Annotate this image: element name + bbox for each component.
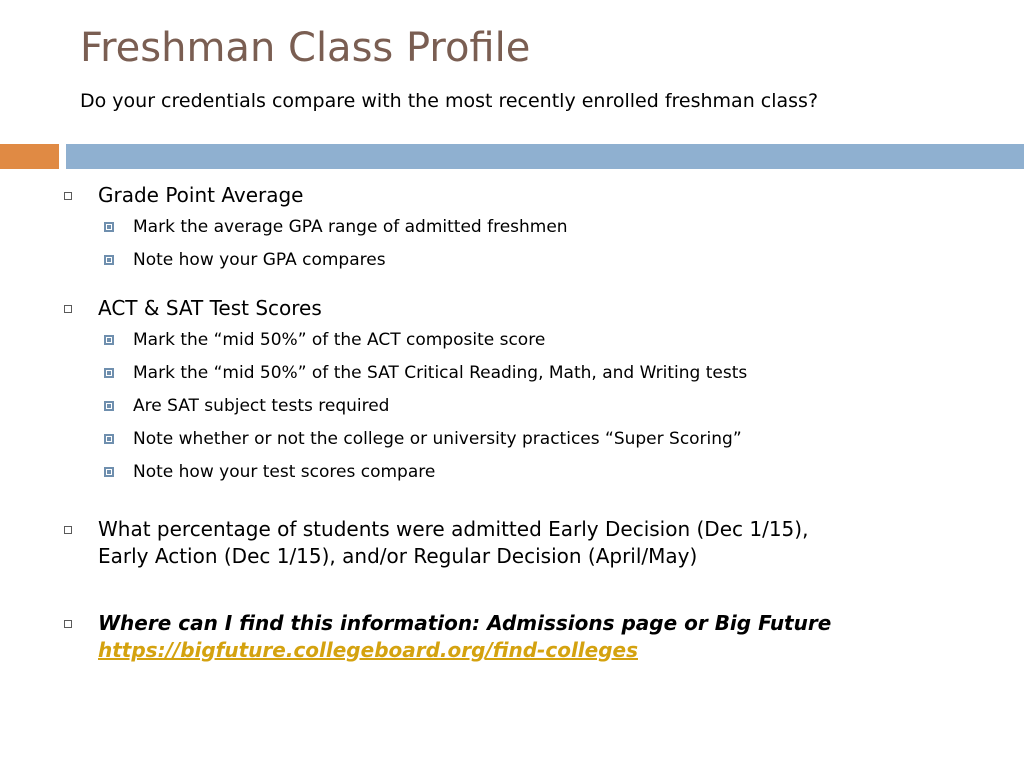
sub-bullet: [62, 248, 1002, 272]
sub-bullet-text: Note how your test scores compare: [133, 462, 436, 482]
square-bullet-icon: [104, 401, 114, 411]
bullet-where: [62, 610, 1002, 664]
sub-bullet: [62, 361, 1002, 385]
bullet-decision-line2: Early Action (Dec 1/15), and/or Regular Decision (April/May): [98, 544, 698, 568]
sub-bullet-text: Mark the “mid 50%” of the SAT Critical Reading, Math, and Writing tests: [133, 363, 748, 383]
bullet-decision-line1: What percentage of students were admitted Early Decision (Dec 1/15),: [98, 517, 809, 541]
slide-title: Freshman Class Profile: [80, 25, 531, 71]
hollow-square-bullet-icon: [64, 526, 72, 534]
bullet-gpa: [62, 182, 1002, 209]
sub-bullet: [62, 328, 1002, 352]
divider-bar: [66, 144, 1024, 169]
sub-bullet-text: Mark the average GPA range of admitted freshmen: [133, 217, 568, 237]
sub-bullet-text: Mark the “mid 50%” of the ACT composite score: [133, 330, 546, 350]
bullet-gpa-heading: Grade Point Average: [98, 183, 304, 207]
sub-bullet: [62, 215, 1002, 239]
sub-bullet-text: Note whether or not the college or university practices “Super Scoring”: [133, 429, 742, 449]
hollow-square-bullet-icon: [64, 620, 72, 628]
accent-bar: [0, 144, 59, 169]
slide-content: [62, 182, 1002, 664]
sub-bullet-text: Are SAT subject tests required: [133, 396, 390, 416]
bullet-where-text: Where can I find this information: Admissions page or Big Future: [98, 611, 832, 635]
big-future-link[interactable]: https://bigfuture.collegeboard.org/find-colleges: [98, 638, 638, 662]
hollow-square-bullet-icon: [64, 305, 72, 313]
square-bullet-icon: [104, 434, 114, 444]
bullet-decision: [62, 516, 1002, 570]
sub-bullet: [62, 394, 1002, 418]
bullet-test-scores: [62, 295, 1002, 322]
square-bullet-icon: [104, 467, 114, 477]
slide-subtitle: Do your credentials compare with the most recently enrolled freshman class?: [80, 90, 819, 112]
square-bullet-icon: [104, 335, 114, 345]
square-bullet-icon: [104, 255, 114, 265]
sub-bullet-text: Note how your GPA compares: [133, 250, 386, 270]
bullet-test-scores-heading: ACT & SAT Test Scores: [98, 296, 322, 320]
sub-bullet: [62, 427, 1002, 451]
sub-bullet: [62, 460, 1002, 484]
square-bullet-icon: [104, 222, 114, 232]
square-bullet-icon: [104, 368, 114, 378]
hollow-square-bullet-icon: [64, 192, 72, 200]
